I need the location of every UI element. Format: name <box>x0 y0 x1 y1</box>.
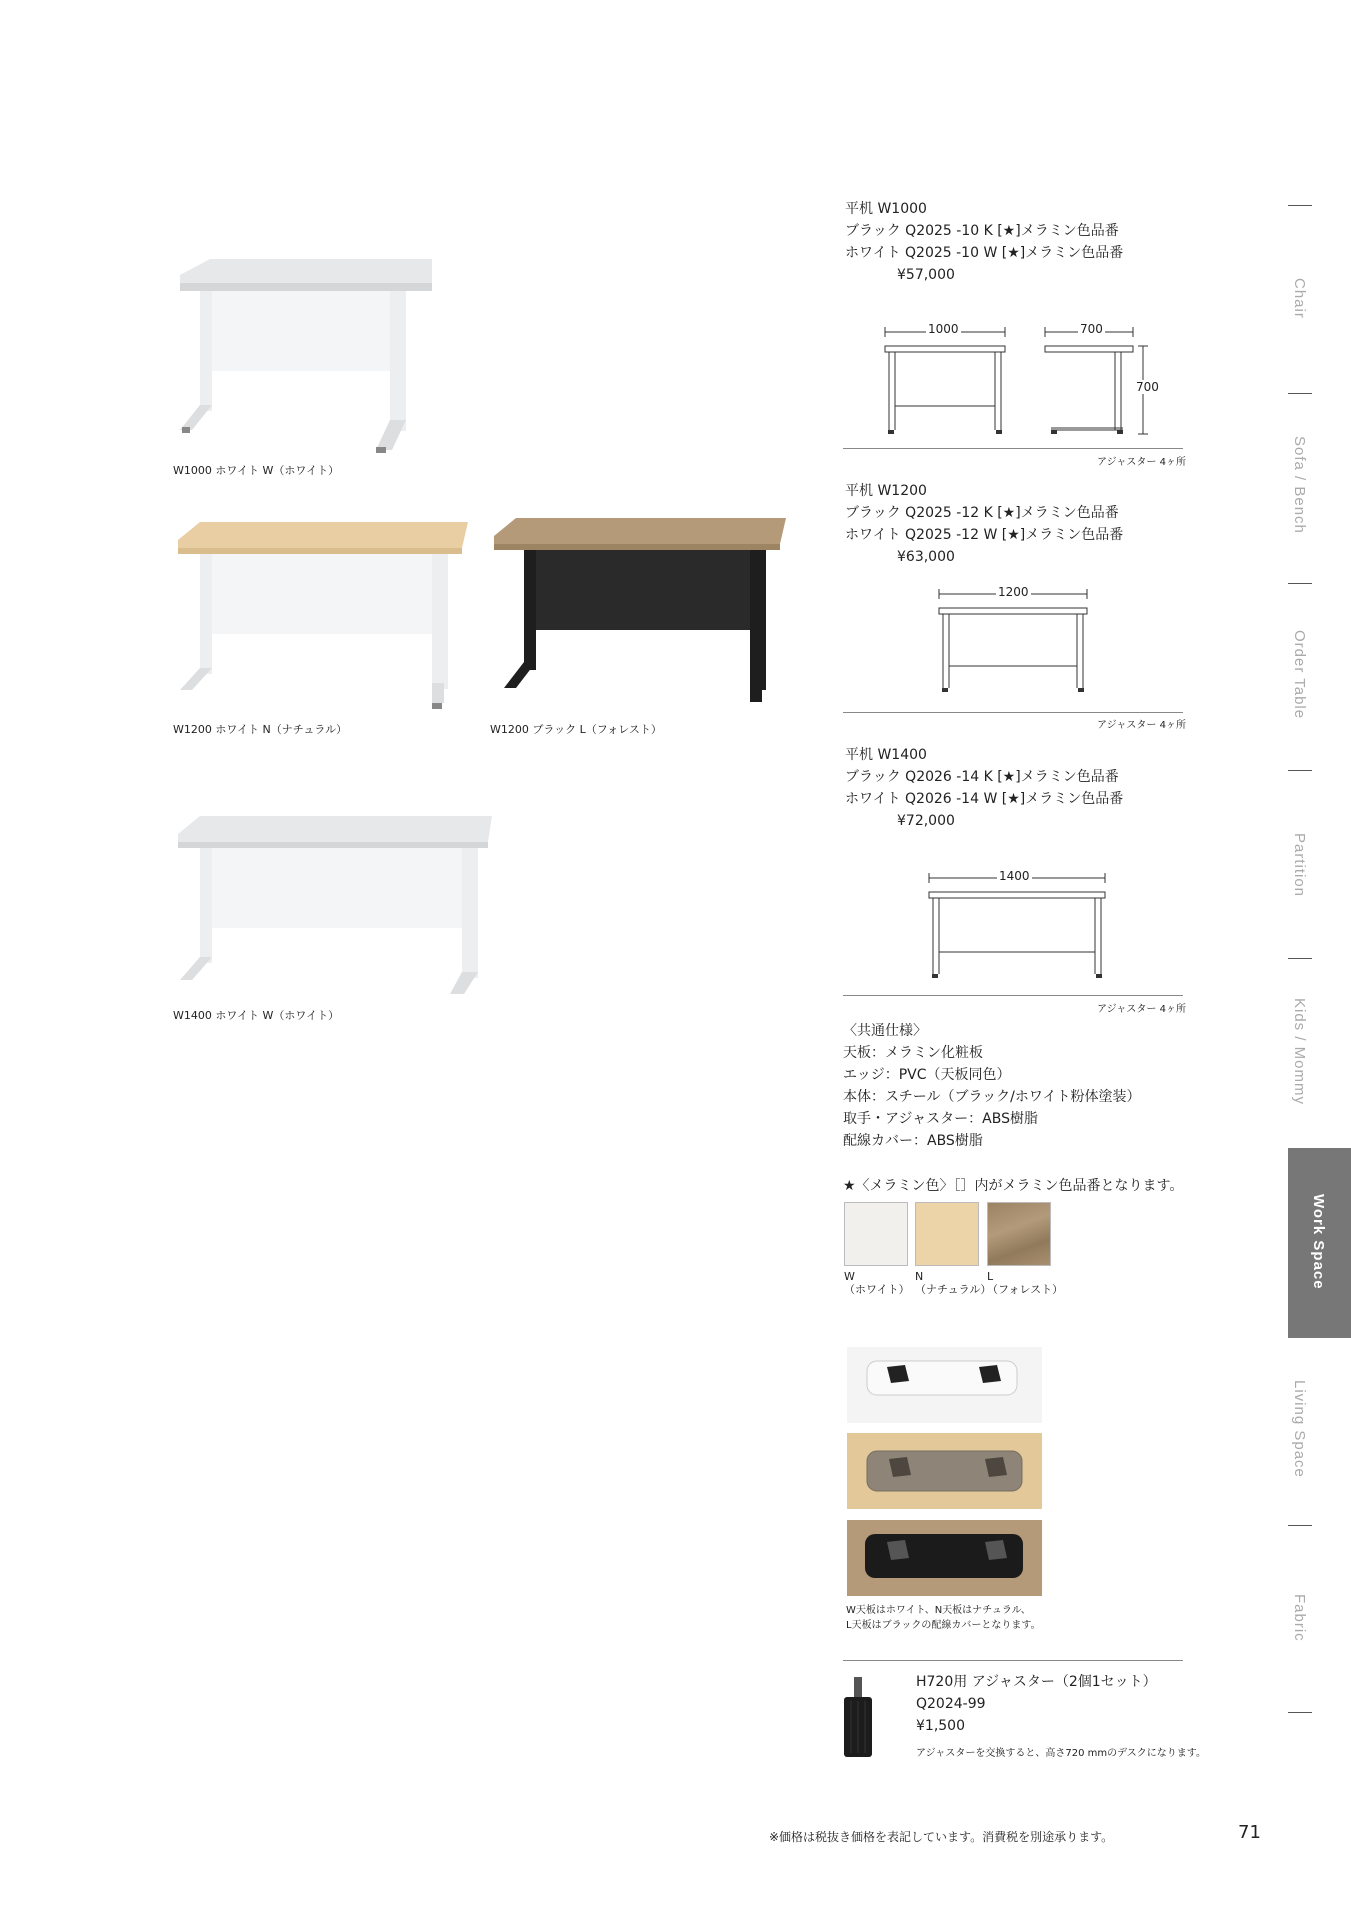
dimension-drawing-w1200 <box>935 584 1095 694</box>
swatch-code: L <box>987 1270 994 1283</box>
nav-item-living-space[interactable]: Living Space <box>1291 1380 1308 1478</box>
nav-item-sofa-bench[interactable]: Sofa / Bench <box>1291 436 1308 534</box>
cable-cover-forest-photo <box>847 1520 1042 1596</box>
common-specs <box>843 1020 1140 1152</box>
cable-cover-white-photo <box>847 1347 1042 1423</box>
product-white-code: ホワイト Q2025 -10 W [★]メラミン色品番 <box>845 245 1124 261</box>
nav-divider <box>1288 770 1312 771</box>
product-white-code: ホワイト Q2025 -12 W [★]メラミン色品番 <box>845 527 1124 543</box>
product-black-code: ブラック Q2025 -12 K [★]メラミン色品番 <box>845 505 1119 521</box>
nav-divider <box>1288 1525 1312 1526</box>
spec-line: 本体：スチール（ブラック/ホワイト粉体塗装） <box>843 1089 1141 1105</box>
adjuster-note: アジャスター 4ヶ所 <box>1097 720 1186 731</box>
adjuster-note: アジャスター 4ヶ所 <box>1097 1004 1186 1015</box>
product-w1400-info <box>845 744 1123 832</box>
swatch-label-white <box>844 1270 910 1296</box>
photo-caption-w1000: W1000 ホワイト W（ホワイト） <box>173 464 340 477</box>
product-w1000-info <box>845 198 1123 286</box>
tax-note: ※価格は税抜き価格を表記しています。消費税を別途承ります。 <box>769 1830 1114 1844</box>
swatch-name: （フォレスト） <box>987 1283 1064 1296</box>
photo-caption-w1200-natural: W1200 ホワイト N（ナチュラル） <box>173 723 348 736</box>
product-price: ¥57,000 <box>897 267 955 283</box>
swatch-white <box>844 1202 908 1266</box>
cable-cover-natural-photo <box>847 1433 1042 1509</box>
product-price: ¥63,000 <box>897 549 955 565</box>
nav-item-label: Work Space <box>1310 1194 1327 1290</box>
product-title: 平机 W1400 <box>845 747 927 763</box>
divider <box>843 1660 1183 1661</box>
adjuster-height-note: アジャスターを交換すると、高さ720 mmのデスクになります。 <box>916 1748 1206 1759</box>
nav-divider <box>1288 958 1312 959</box>
desk-photo-w1400-white <box>170 812 500 1002</box>
photo-caption-w1400: W1400 ホワイト W（ホワイト） <box>173 1009 340 1022</box>
dimension-width-label: 1200 <box>998 585 1029 599</box>
dimension-drawing-w1000 <box>875 318 1155 438</box>
dimension-drawing-w1400 <box>925 870 1110 980</box>
cover-note-line: L天板はブラックの配線カバーとなります。 <box>846 1620 1041 1631</box>
product-black-code: ブラック Q2025 -10 K [★]メラミン色品番 <box>845 223 1119 239</box>
melamine-color-note: ★〈メラミン色〉［］内がメラミン色品番となります。 <box>843 1178 1184 1194</box>
spec-line: 配線カバー：ABS樹脂 <box>843 1133 983 1149</box>
adjuster-photo <box>838 1675 878 1765</box>
page-number: 71 <box>1238 1822 1261 1843</box>
product-black-code: ブラック Q2026 -14 K [★]メラミン色品番 <box>845 769 1119 785</box>
swatch-forest <box>987 1202 1051 1266</box>
nav-item-fabric[interactable]: Fabric <box>1291 1594 1308 1642</box>
product-price: ¥72,000 <box>897 813 955 829</box>
product-title: 平机 W1200 <box>845 483 927 499</box>
adjuster-price: ¥1,500 <box>916 1718 965 1734</box>
nav-divider <box>1288 583 1312 584</box>
photo-caption-w1200-forest: W1200 ブラック L（フォレスト） <box>490 723 662 736</box>
nav-divider <box>1288 1712 1312 1713</box>
nav-item-partition[interactable]: Partition <box>1291 833 1308 898</box>
product-title: 平机 W1000 <box>845 201 927 217</box>
dimension-height-label: 700 <box>1136 380 1159 394</box>
product-w1200-info <box>845 480 1123 568</box>
spec-line: 天板：メラミン化粧板 <box>843 1045 983 1061</box>
adjuster-note: アジャスター 4ヶ所 <box>1097 457 1186 468</box>
nav-divider <box>1288 205 1312 206</box>
swatch-label-natural <box>915 1270 991 1296</box>
swatch-code: W <box>844 1270 855 1283</box>
adjuster-title: H720用 アジャスター（2個1セット） <box>916 1674 1157 1690</box>
desk-photo-w1200-natural <box>170 518 470 713</box>
divider <box>843 448 1183 449</box>
dimension-width-label: 1400 <box>999 869 1030 883</box>
desk-photo-w1000-white <box>170 255 440 455</box>
dimension-depth-label: 700 <box>1080 322 1103 336</box>
nav-item-kids-mommy[interactable]: Kids / Mommy <box>1291 998 1308 1106</box>
swatch-name: （ナチュラル） <box>915 1283 992 1296</box>
cover-note-line: W天板はホワイト、N天板はナチュラル、 <box>846 1605 1031 1616</box>
spec-line: エッジ：PVC（天板同色） <box>843 1067 1011 1083</box>
adjuster-info <box>916 1671 1157 1737</box>
desk-photo-w1200-forest <box>488 512 788 712</box>
divider <box>843 712 1183 713</box>
dimension-width-label: 1000 <box>928 322 959 336</box>
adjuster-code: Q2024-99 <box>916 1696 986 1712</box>
nav-item-chair[interactable]: Chair <box>1291 278 1308 319</box>
specs-heading: 〈共通仕様〉 <box>843 1023 927 1039</box>
spec-line: 取手・アジャスター：ABS樹脂 <box>843 1111 1038 1127</box>
nav-divider <box>1288 393 1312 394</box>
product-white-code: ホワイト Q2026 -14 W [★]メラミン色品番 <box>845 791 1124 807</box>
swatch-name: （ホワイト） <box>844 1283 910 1296</box>
nav-item-order-table[interactable]: Order Table <box>1291 630 1308 720</box>
divider <box>843 995 1183 996</box>
cable-cover-note <box>846 1603 1041 1633</box>
swatch-code: N <box>915 1270 924 1283</box>
swatch-natural <box>915 1202 979 1266</box>
swatch-label-forest <box>987 1270 1063 1296</box>
nav-item-work-space[interactable] <box>1288 1148 1351 1338</box>
